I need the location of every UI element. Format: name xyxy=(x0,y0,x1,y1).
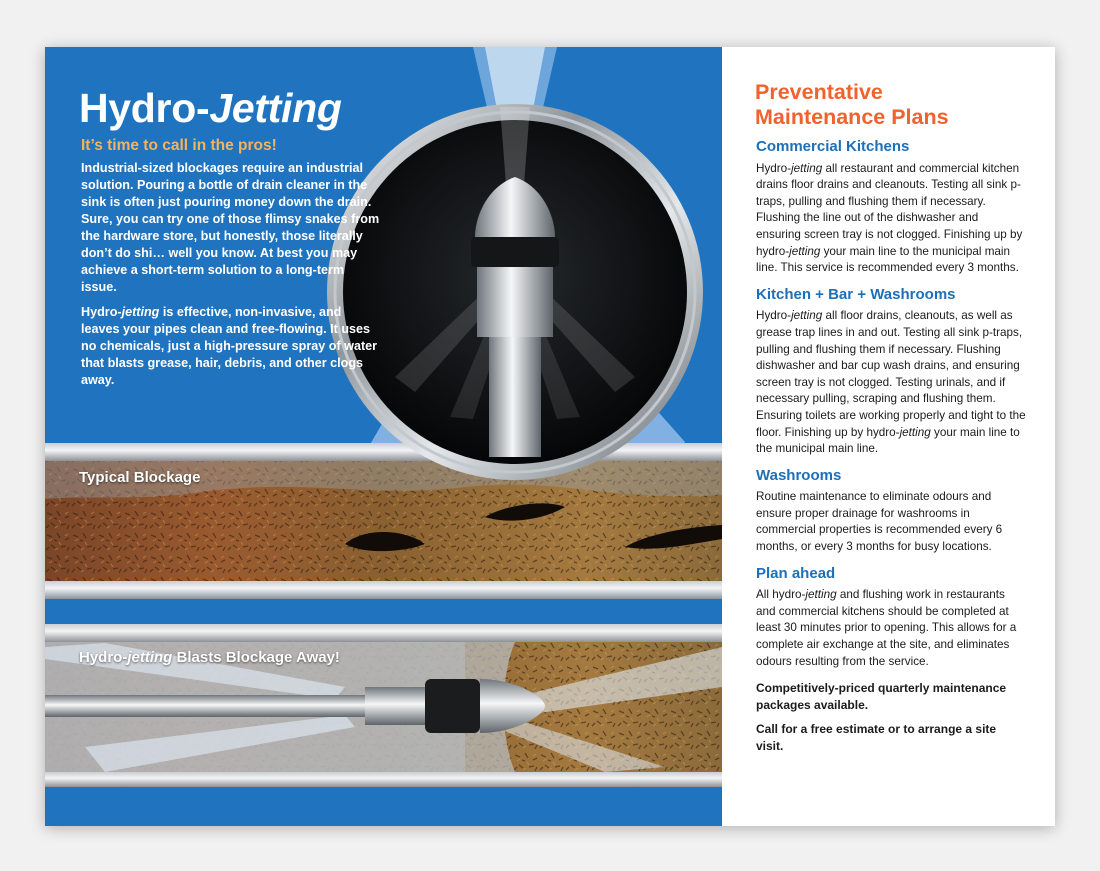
hero-subtitle: It’s time to call in the pros! xyxy=(81,137,277,154)
plan-body: All hydro-jetting and flushing work in restaurants and commercial kitchens should be completed at least 30 minutes prior to opening. This allows for a complete air exchange at the site, and eliminates odours resulting from the service. xyxy=(756,588,1017,668)
plan-body: Hydro-jetting all floor drains, cleanouts, as well as grease trap lines in and out. Testing all sink p-traps, pulling and flushing them if necessary. Flushing dishwasher and bar cup wash drains, and ensuring screen tray is not clogged. Testing urinals, and if necessary pulling, scraping and flushing them. Ensuring toilets are working properly and tight to the floor. Finishing up by hydro-jetting your main line to the municipal main line. xyxy=(756,309,1026,456)
hero-body xyxy=(81,160,381,397)
plan-heading: Plan ahead xyxy=(756,564,836,582)
hero-paragraph-2: Hydro-jetting is effective, non-invasive, and leaves your pipes clean and free-flowing. It uses no chemicals, just a high-pressure spray of water that blasts grease, hair, debris, and other clogs away. xyxy=(81,305,378,387)
plan-heading: Kitchen + Bar + Washrooms xyxy=(756,285,956,303)
right-panel xyxy=(722,47,1055,826)
plans-sections xyxy=(756,139,1026,670)
plan-heading: Washrooms xyxy=(756,466,842,484)
plan-body: Routine maintenance to eliminate odours and ensure proper drainage for washrooms in commercial properties is recommended every 6 months, or every 3 months for busy locations. xyxy=(756,490,1003,554)
plan-body: Hydro-jetting all restaurant and commercial kitchen drains floor drains and cleanouts. Testing all sink p-traps, pulling and flushing them if necessary. Flushing the line out of the dishwasher and ensuring screen tray is not clogged. Finishing up by hydro-jetting your main line to the municipal main line. This service is recommended every 3 months. xyxy=(756,161,1023,275)
closing-packages: Competitively-priced quarterly maintenance packages available. xyxy=(756,681,1007,712)
closing-estimate: Call for a free estimate or to arrange a site visit. xyxy=(756,722,997,753)
typical-blockage-label: Typical Blockage xyxy=(79,469,201,486)
plans-content xyxy=(756,139,1026,763)
plans-title: Preventative Maintenance Plans xyxy=(755,80,949,129)
left-panel xyxy=(45,47,722,826)
hero-paragraph-1: Industrial-sized blockages require an industrial solution. Pouring a bottle of drain cleaner in the sink is often just pouring money down the drain. Sure, you can try one of those flimsy snakes from the hardware store, but honestly, those literally don’t do shi… well you know. At best you may achieve a short-term solution to a long-term issue. xyxy=(81,161,380,294)
plan-heading: Commercial Kitchens xyxy=(756,138,910,155)
jetting-label: Hydro-jetting Blasts Blockage Away! xyxy=(79,649,340,666)
brochure-spread xyxy=(45,47,1055,826)
hero-title: Hydro-Jetting xyxy=(79,85,342,131)
